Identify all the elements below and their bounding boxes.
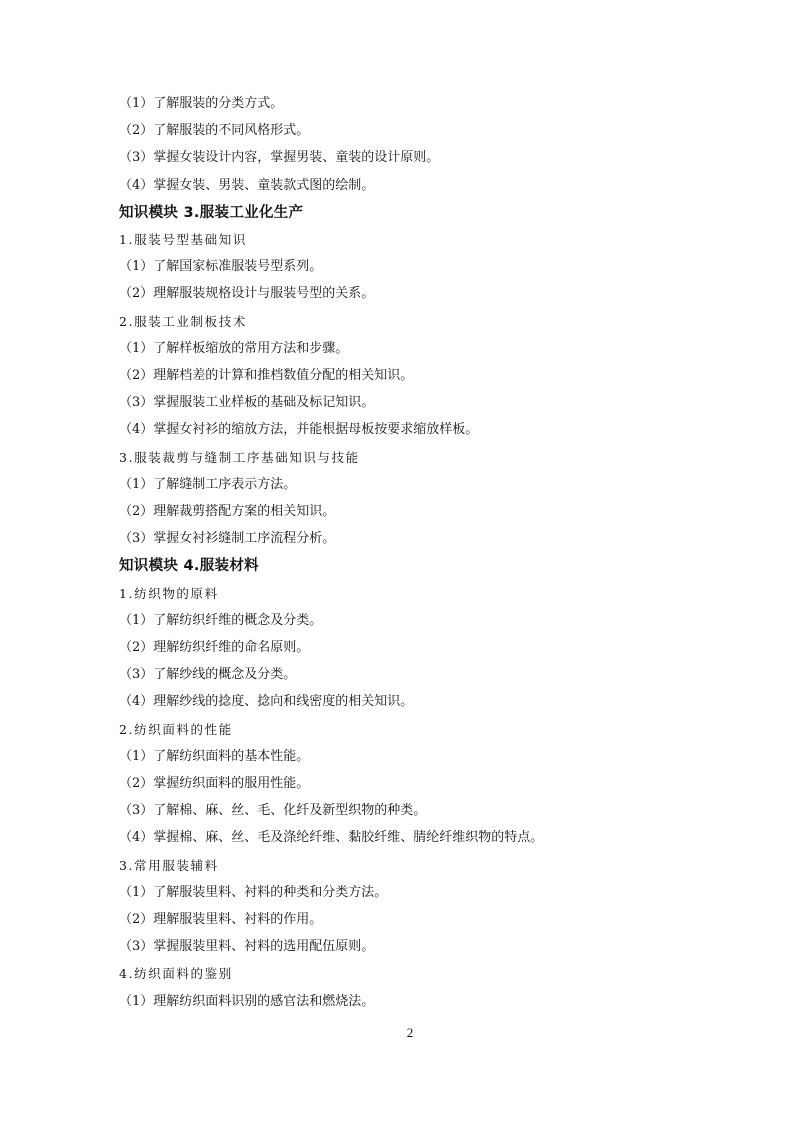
item-line: （1）理解纺织面料识别的感官法和燃烧法。 (119, 993, 375, 1009)
item-line: （4）掌握女衬衫的缩放方法，并能根据母板按要求缩放样板。 (119, 422, 479, 438)
item-line: （4）理解纱线的捻度、捻向和线密度的相关知识。 (119, 694, 414, 710)
page-number: 2 (406, 1025, 414, 1040)
item-line: （2）理解裁剪搭配方案的相关知识。 (119, 504, 336, 519)
subsection-title: 4.纺织面料的鉴别 (119, 966, 233, 982)
section-heading: 知识模块 4.服装材料 (119, 558, 259, 575)
item-line: （3）掌握女衬衫缝制工序流程分析。 (119, 531, 336, 547)
item-line: （1）了解纺织纤维的概念及分类。 (119, 612, 323, 628)
item-line: （1）了解样板缩放的常用方法和步骤。 (119, 340, 349, 356)
subsection-title: 2.服装工业制板技术 (119, 313, 247, 329)
item-line: （4）掌握棉、麻、丝、毛及涤纶纤维、黏胶纤维、腈纶纤维织物的特点。 (119, 830, 544, 846)
item-line: （3）掌握服装里料、衬料的选用配伍原则。 (119, 939, 375, 955)
item-line: （3）掌握服装工业样板的基础及标记知识。 (119, 395, 375, 411)
subsection-title: 3.常用服装辅料 (119, 857, 219, 873)
item-line: （2）理解档差的计算和推档数值分配的相关知识。 (119, 368, 414, 383)
item-line: （3）掌握女装设计内容，掌握男装、童装的设计原则。 (119, 150, 440, 166)
item-line: （3）了解纱线的概念及分类。 (119, 667, 297, 683)
subsection-title: 2.纺织面料的性能 (119, 721, 233, 737)
subsection-title: 1.纺织物的原料 (119, 585, 219, 601)
section-heading: 知识模块 3.服装工业化生产 (119, 204, 304, 221)
item-line: （2）理解纺织纤维的命名原则。 (119, 640, 310, 655)
item-line: （1）了解缝制工序表示方法。 (119, 476, 297, 492)
item-line: （2）理解服装规格设计与服装号型的关系。 (119, 286, 375, 302)
subsection-title: 1.服装号型基础知识 (119, 232, 247, 247)
item-line: （4）掌握女装、男装、童装款式图的绘制。 (119, 177, 375, 193)
item-line: （2）了解服装的不同风格形式。 (119, 123, 310, 139)
item-line: （2）理解服装里料、衬料的作用。 (119, 912, 323, 927)
item-line: （1）了解服装里料、衬料的种类和分类方法。 (119, 884, 388, 900)
item-line: （1）了解国家标准服装号型系列。 (119, 259, 323, 275)
item-line: （2）掌握纺织面料的服用性能。 (119, 776, 310, 791)
item-line: （1）了解服装的分类方式。 (119, 96, 284, 111)
item-line: （3）了解棉、麻、丝、毛、化纤及新型织物的种类。 (119, 803, 427, 819)
item-line: （1）了解纺织面料的基本性能。 (119, 748, 310, 764)
subsection-title: 3.服装裁剪与缝制工序基础知识与技能 (119, 449, 360, 465)
